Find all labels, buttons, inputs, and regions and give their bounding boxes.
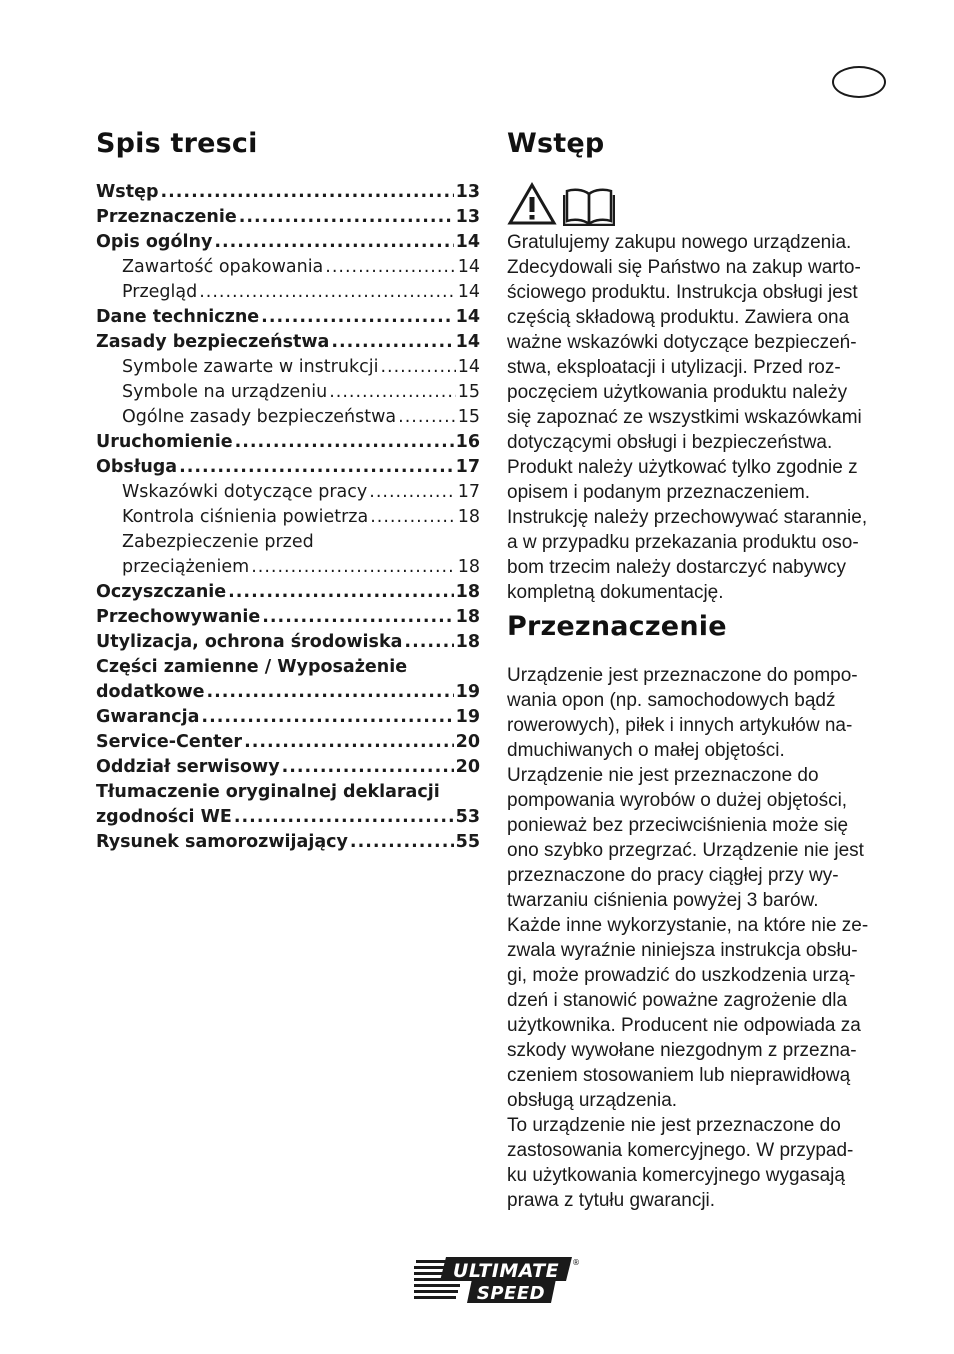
- toc-entry: [96, 655, 480, 680]
- toc-entry-page: 18: [457, 507, 480, 527]
- toc-leader-dots: [199, 280, 456, 305]
- toc-entry: [96, 580, 480, 605]
- toc-entry: [96, 755, 480, 780]
- toc-entry: [96, 605, 480, 630]
- toc-entry-label: dodatkowe: [96, 682, 205, 702]
- toc-entry: [96, 280, 480, 305]
- toc-entry-label: Opis ogólny: [96, 232, 213, 252]
- toc-leader-dots: [370, 505, 456, 530]
- toc-entry-label: Przechowywanie: [96, 607, 261, 627]
- toc-entry-label: zgodności WE: [96, 807, 232, 827]
- toc-entry: [96, 455, 480, 480]
- toc-entry-label: Tłumaczenie oryginalnej deklaracji: [96, 782, 440, 802]
- toc-entry: [96, 330, 480, 355]
- toc-entry-page: 20: [455, 732, 480, 752]
- toc-entry-page: 14: [455, 307, 480, 327]
- toc-leader-dots: [331, 330, 453, 355]
- toc-entry-label: Części zamienne / Wyposażenie: [96, 657, 408, 677]
- toc-leader-dots: [160, 180, 453, 205]
- toc-entry-label: Przegląd: [122, 282, 198, 302]
- toc-entry-page: 19: [455, 707, 480, 727]
- toc-leader-dots: [179, 455, 454, 480]
- toc-leader-dots: [329, 380, 456, 405]
- safety-icons: [507, 184, 902, 230]
- manual-book-icon: [563, 186, 615, 230]
- purpose-text: Urządzenie jest przeznaczone do pompo- wania opon (np. samochodowych bądź rowerowych), piłek i innych artykułów na- dmuchiwanych o małej objętości. Urządzenie nie jest przeznaczone do pompowania wyrobów o dużej objętości, ponieważ bez przeciwciśnienia może się ono szybko przegrzać. Urządzenie nie jest przeznaczone do pracy ciągłej przy wy- twarzaniu ciśnienia powyżej 3 barów. Każde inne wykorzystanie, na które nie ze- zwala wyraźnie niniejsza instrukcja obsłu- gi, może prowadzić do uszkodzenia urzą- dzeń i stanowić poważne zagrożenie dla użytkownika. Producent nie odpowiada za szkody wywołane niezgodnym z przezna- czeniem stosowaniem lub nieprawidłową obsługą urządzenia. To urządzenie nie jest przeznaczone do zastosowania komercyjnego. W przypad- ku użytkowania komercyjnego wygasają prawa z tytułu gwarancji.: [507, 665, 869, 1211]
- svg-text:®: ®: [572, 1258, 580, 1267]
- toc-entry-label: Wstęp: [96, 182, 159, 202]
- toc-entry-page: 13: [455, 207, 480, 227]
- toc-entry-page: 18: [457, 557, 480, 577]
- toc-entry: [96, 680, 480, 705]
- toc-entry-label: Przeznaczenie: [96, 207, 237, 227]
- toc-entry: [96, 430, 480, 455]
- toc-list: [96, 180, 480, 855]
- toc-leader-dots: [261, 305, 453, 330]
- ultimate-speed-logo: [414, 1255, 580, 1305]
- toc-entry-page: 15: [457, 407, 480, 427]
- table-of-contents: [96, 122, 480, 855]
- language-badge: [832, 66, 886, 98]
- svg-text:SPEED: SPEED: [476, 1283, 546, 1304]
- toc-entry-label: Zabezpieczenie przed: [122, 532, 314, 552]
- toc-entry-label: Oczyszczanie: [96, 582, 227, 602]
- toc-entry-page: 14: [457, 282, 480, 302]
- svg-text:ULTIMATE: ULTIMATE: [452, 1260, 560, 1282]
- toc-entry: [96, 255, 480, 280]
- toc-leader-dots: [325, 255, 455, 280]
- purpose-heading: Przeznaczenie: [507, 611, 727, 642]
- toc-entry-label: Utylizacja, ochrona środowiska: [96, 632, 403, 652]
- toc-entry-label: Symbole na urządzeniu: [122, 382, 328, 402]
- toc-entry-label: Service-Center: [96, 732, 243, 752]
- toc-entry-page: 53: [455, 807, 480, 827]
- toc-entry: [96, 555, 480, 580]
- toc-leader-dots: [262, 605, 453, 630]
- toc-leader-dots: [201, 705, 453, 730]
- toc-leader-dots: [239, 205, 454, 230]
- toc-leader-dots: [369, 480, 455, 505]
- toc-entry-page: 16: [455, 432, 480, 452]
- toc-leader-dots: [206, 680, 453, 705]
- toc-entry: [96, 230, 480, 255]
- toc-entry: [96, 355, 480, 380]
- intro-heading: Wstęp: [507, 128, 605, 159]
- toc-entry-page: 55: [455, 832, 480, 852]
- toc-entry-page: 18: [455, 632, 480, 652]
- toc-entry: [96, 405, 480, 430]
- toc-entry: [96, 480, 480, 505]
- toc-entry: [96, 705, 480, 730]
- toc-entry: [96, 180, 480, 205]
- toc-entry: [96, 205, 480, 230]
- toc-entry-label: Zasady bezpieczeństwa: [96, 332, 330, 352]
- toc-entry: [96, 505, 480, 530]
- toc-entry: [96, 805, 480, 830]
- toc-entry-label: Obsługa: [96, 457, 178, 477]
- content-column: [507, 122, 902, 1213]
- toc-entry-page: 13: [455, 182, 480, 202]
- toc-entry-label: Symbole zawarte w instrukcji: [122, 357, 379, 377]
- toc-leader-dots: [244, 730, 454, 755]
- toc-entry-page: 20: [455, 757, 480, 777]
- toc-entry: [96, 780, 480, 805]
- toc-entry-page: 15: [457, 382, 480, 402]
- toc-entry-page: 19: [455, 682, 480, 702]
- toc-entry-label: Wskazówki dotyczące pracy: [122, 482, 368, 502]
- toc-entry: [96, 630, 480, 655]
- toc-entry-label: Oddział serwisowy: [96, 757, 280, 777]
- toc-entry-page: 17: [455, 457, 480, 477]
- intro-text: Gratulujemy zakupu nowego urządzenia. Zdecydowali się Państwo na zakup warto- ściowego produktu. Instrukcja obsługi jest częścią składową produktu. Zawiera ona ważne wskazówki dotyczące bezpieczeń- stwa, eksploatacji i utylizacji. Przed roz- poczęciem użytkowania produktu należy się zapoznać ze wszystkimi wskazówkami dotyczącymi obsługi i bezpieczeństwa. Produkt należy użytkować tylko zgodnie z opisem i podanym przeznaczeniem. Instrukcję należy przechowywać starannie, a w przypadku przekazania produktu oso- bom trzecim należy dostarczyć nabywcy kompletną dokumentację.: [507, 232, 868, 603]
- toc-leader-dots: [235, 430, 454, 455]
- toc-entry-label: Kontrola ciśnienia powietrza: [122, 507, 369, 527]
- toc-entry: [96, 305, 480, 330]
- toc-entry: [96, 380, 480, 405]
- toc-leader-dots: [251, 555, 456, 580]
- toc-entry: [96, 530, 480, 555]
- toc-entry-label: Zawartość opakowania: [122, 257, 324, 277]
- toc-entry-page: 14: [455, 232, 480, 252]
- toc-leader-dots: [228, 580, 454, 605]
- toc-leader-dots: [282, 755, 454, 780]
- toc-entry-page: 14: [457, 357, 480, 377]
- toc-entry-label: Gwarancja: [96, 707, 200, 727]
- toc-entry-label: Dane techniczne: [96, 307, 260, 327]
- toc-entry-label: Ogólne zasady bezpieczeństwa: [122, 407, 397, 427]
- toc-entry-page: 14: [457, 257, 480, 277]
- toc-leader-dots: [234, 805, 454, 830]
- toc-entry: [96, 730, 480, 755]
- toc-leader-dots: [404, 630, 453, 655]
- toc-entry-page: 14: [455, 332, 480, 352]
- toc-entry-page: 17: [457, 482, 480, 502]
- toc-entry-page: 18: [455, 607, 480, 627]
- toc-entry-label: przeciążeniem: [122, 557, 250, 577]
- toc-leader-dots: [350, 830, 454, 855]
- toc-entry-page: 18: [455, 582, 480, 602]
- toc-title: Spis tresci: [96, 128, 258, 159]
- toc-leader-dots: [380, 355, 455, 380]
- toc-entry-label: Rysunek samorozwijający: [96, 832, 348, 852]
- warning-triangle-icon: [507, 182, 557, 230]
- toc-leader-dots: [398, 405, 456, 430]
- toc-entry: [96, 830, 480, 855]
- toc-leader-dots: [214, 230, 453, 255]
- toc-entry-label: Uruchomienie: [96, 432, 233, 452]
